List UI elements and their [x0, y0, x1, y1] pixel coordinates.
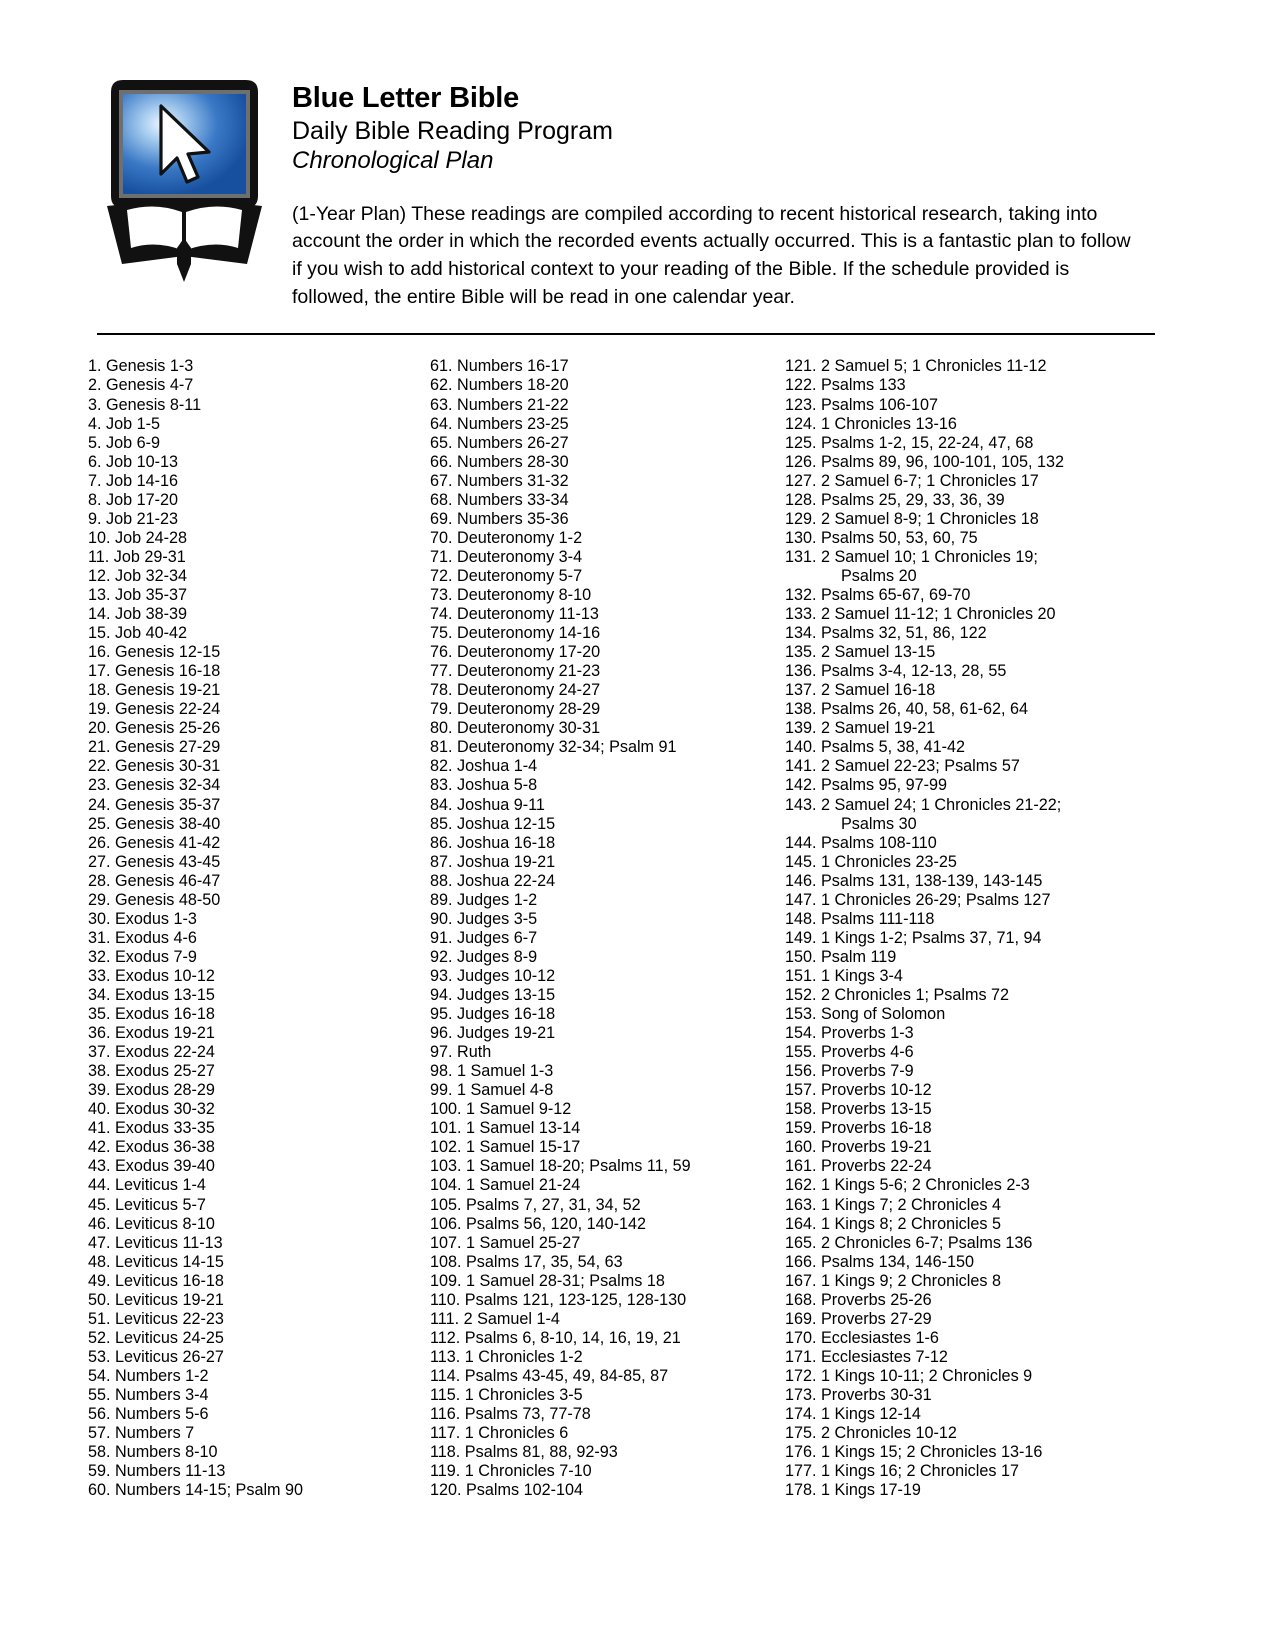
reading-entry: 41. Exodus 33-35: [88, 1119, 215, 1138]
reading-entry: 129. 2 Samuel 8-9; 1 Chronicles 18: [785, 509, 1039, 528]
page-header: [0, 0, 1275, 311]
reading-entry: 85. Joshua 12-15: [430, 814, 556, 833]
reading-entry: 120. Psalms 102-104: [430, 1481, 583, 1500]
reading-entry: 81. Deuteronomy 32-34; Psalm 91: [430, 738, 677, 757]
reading-entry: 136. Psalms 3-4, 12-13, 28, 55: [785, 662, 1007, 681]
reading-entry: 79. Deuteronomy 28-29: [430, 700, 601, 719]
reading-entry: 92. Judges 8-9: [430, 947, 538, 966]
reading-entry: 93. Judges 10-12: [430, 966, 556, 985]
reading-entry: 88. Joshua 22-24: [430, 871, 556, 890]
reading-entry-continuation: Psalms 20: [841, 566, 917, 585]
reading-entry: 82. Joshua 1-4: [430, 757, 538, 776]
reading-entry: 46. Leviticus 8-10: [88, 1214, 215, 1233]
reading-entry: 12. Job 32-34: [88, 566, 187, 585]
reading-entry: 123. Psalms 106-107: [785, 395, 938, 414]
reading-entry: 177. 1 Kings 16; 2 Chronicles 17: [785, 1462, 1019, 1481]
reading-entry: 6. Job 10-13: [88, 452, 178, 471]
reading-entry: 108. Psalms 17, 35, 54, 63: [430, 1252, 623, 1271]
reading-entry: 83. Joshua 5-8: [430, 776, 538, 795]
reading-entry: 15. Job 40-42: [88, 624, 187, 643]
reading-entry: 99. 1 Samuel 4-8: [430, 1081, 554, 1100]
reading-entry: 163. 1 Kings 7; 2 Chronicles 4: [785, 1195, 1001, 1214]
reading-entry: 170. Ecclesiastes 1-6: [785, 1328, 939, 1347]
reading-entry: 116. Psalms 73, 77-78: [430, 1405, 591, 1424]
reading-entry: 36. Exodus 19-21: [88, 1024, 215, 1043]
reading-entry: 130. Psalms 50, 53, 60, 75: [785, 528, 978, 547]
reading-entry: 147. 1 Chronicles 26-29; Psalms 127: [785, 890, 1051, 909]
reading-entry: 57. Numbers 7: [88, 1424, 195, 1443]
reading-entry: 127. 2 Samuel 6-7; 1 Chronicles 17: [785, 471, 1039, 490]
reading-entry: 173. Proverbs 30-31: [785, 1385, 932, 1404]
reading-entry: 168. Proverbs 25-26: [785, 1290, 932, 1309]
reading-entry: 101. 1 Samuel 13-14: [430, 1119, 581, 1138]
reading-entry: 156. Proverbs 7-9: [785, 1062, 914, 1081]
reading-entry: 160. Proverbs 19-21: [785, 1138, 932, 1157]
reading-entry: 2. Genesis 4-7: [88, 376, 194, 395]
reading-entry: 18. Genesis 19-21: [88, 681, 221, 700]
reading-entry: 142. Psalms 95, 97-99: [785, 776, 947, 795]
reading-entry: 98. 1 Samuel 1-3: [430, 1062, 554, 1081]
reading-entry: 50. Leviticus 19-21: [88, 1290, 224, 1309]
reading-entry: 69. Numbers 35-36: [430, 509, 569, 528]
reading-entry: 61. Numbers 16-17: [430, 357, 569, 376]
reading-entry: 1. Genesis 1-3: [88, 357, 194, 376]
reading-entry: 70. Deuteronomy 1-2: [430, 528, 583, 547]
header-text-block: [292, 72, 1155, 311]
reading-entry: 178. 1 Kings 17-19: [785, 1481, 921, 1500]
reading-column-2: [365, 357, 730, 1500]
reading-entry: 43. Exodus 39-40: [88, 1157, 215, 1176]
reading-entry: 89. Judges 1-2: [430, 890, 538, 909]
reading-entry: 157. Proverbs 10-12: [785, 1081, 932, 1100]
reading-entry: 48. Leviticus 14-15: [88, 1252, 224, 1271]
reading-entry: 165. 2 Chronicles 6-7; Psalms 136: [785, 1233, 1033, 1252]
plan-name: Chronological Plan: [292, 147, 494, 175]
reading-entry: 16. Genesis 12-15: [88, 643, 221, 662]
reading-entry: 5. Job 6-9: [88, 433, 160, 452]
reading-entry: 87. Joshua 19-21: [430, 852, 556, 871]
reading-entry: 144. Psalms 108-110: [785, 833, 937, 852]
reading-entry: 8. Job 17-20: [88, 490, 178, 509]
reading-entry: 119. 1 Chronicles 7-10: [430, 1462, 592, 1481]
reading-entry: 28. Genesis 46-47: [88, 871, 221, 890]
reading-entry: 59. Numbers 11-13: [88, 1462, 226, 1481]
reading-entry: 111. 2 Samuel 1-4: [430, 1309, 560, 1328]
reading-entry: 31. Exodus 4-6: [88, 928, 197, 947]
reading-entry: 154. Proverbs 1-3: [785, 1024, 914, 1043]
reading-entry: 143. 2 Samuel 24; 1 Chronicles 21-22;: [785, 795, 1062, 814]
reading-entry: 102. 1 Samuel 15-17: [430, 1138, 581, 1157]
reading-entry: 135. 2 Samuel 13-15: [785, 643, 936, 662]
reading-entry: 95. Judges 16-18: [430, 1005, 556, 1024]
reading-entry: 65. Numbers 26-27: [430, 433, 569, 452]
reading-entry: 9. Job 21-23: [88, 509, 178, 528]
reading-entry: 140. Psalms 5, 38, 41-42: [785, 738, 965, 757]
reading-entry: 114. Psalms 43-45, 49, 84-85, 87: [430, 1366, 669, 1385]
reading-entry: 169. Proverbs 27-29: [785, 1309, 932, 1328]
reading-entry: 55. Numbers 3-4: [88, 1385, 209, 1404]
reading-entry: 49. Leviticus 16-18: [88, 1271, 224, 1290]
reading-entry: 166. Psalms 134, 146-150: [785, 1252, 974, 1271]
reading-entry: 148. Psalms 111-118: [785, 909, 935, 928]
reading-entry: 23. Genesis 32-34: [88, 776, 221, 795]
reading-entry: 94. Judges 13-15: [430, 985, 556, 1004]
reading-entry: 27. Genesis 43-45: [88, 852, 221, 871]
reading-entry: 17. Genesis 16-18: [88, 662, 221, 681]
reading-column-3: [730, 357, 1160, 1500]
reading-entry: 84. Joshua 9-11: [430, 795, 545, 814]
reading-entry: 71. Deuteronomy 3-4: [430, 547, 583, 566]
reading-entry: 162. 1 Kings 5-6; 2 Chronicles 2-3: [785, 1176, 1030, 1195]
reading-entry: 53. Leviticus 26-27: [88, 1347, 224, 1366]
reading-entry: 74. Deuteronomy 11-13: [430, 605, 599, 624]
reading-entry: 58. Numbers 8-10: [88, 1443, 218, 1462]
reading-entry: 149. 1 Kings 1-2; Psalms 37, 71, 94: [785, 928, 1042, 947]
reading-entry: 32. Exodus 7-9: [88, 947, 197, 966]
reading-entry: 19. Genesis 22-24: [88, 700, 221, 719]
reading-entry: 117. 1 Chronicles 6: [430, 1424, 569, 1443]
reading-entry: 145. 1 Chronicles 23-25: [785, 852, 957, 871]
reading-entry: 164. 1 Kings 8; 2 Chronicles 5: [785, 1214, 1001, 1233]
reading-entry: 115. 1 Chronicles 3-5: [430, 1385, 583, 1404]
reading-entry: 20. Genesis 25-26: [88, 719, 221, 738]
reading-entry: 174. 1 Kings 12-14: [785, 1405, 921, 1424]
reading-entry: 107. 1 Samuel 25-27: [430, 1233, 581, 1252]
reading-entry: 167. 1 Kings 9; 2 Chronicles 8: [785, 1271, 1001, 1290]
reading-entry: 51. Leviticus 22-23: [88, 1309, 224, 1328]
reading-entry: 118. Psalms 81, 88, 92-93: [430, 1443, 618, 1462]
reading-entry: 78. Deuteronomy 24-27: [430, 681, 601, 700]
reading-entry: 159. Proverbs 16-18: [785, 1119, 932, 1138]
reading-entry: 38. Exodus 25-27: [88, 1062, 215, 1081]
reading-entry: 11. Job 29-31: [88, 547, 186, 566]
reading-entry: 100. 1 Samuel 9-12: [430, 1100, 572, 1119]
reading-entry: 124. 1 Chronicles 13-16: [785, 414, 957, 433]
reading-entry: 176. 1 Kings 15; 2 Chronicles 13-16: [785, 1443, 1043, 1462]
reading-entry: 62. Numbers 18-20: [430, 376, 569, 395]
reading-entry: 24. Genesis 35-37: [88, 795, 221, 814]
reading-entry: 45. Leviticus 5-7: [88, 1195, 206, 1214]
reading-entry: 3. Genesis 8-11: [88, 395, 202, 414]
reading-entry: 39. Exodus 28-29: [88, 1081, 215, 1100]
reading-entry: 131. 2 Samuel 10; 1 Chronicles 19;: [785, 547, 1038, 566]
reading-entry: 30. Exodus 1-3: [88, 909, 197, 928]
reading-entry: 153. Song of Solomon: [785, 1005, 946, 1024]
program-subtitle: Daily Bible Reading Program: [292, 117, 613, 146]
reading-entry: 152. 2 Chronicles 1; Psalms 72: [785, 985, 1010, 1004]
reading-entry: 33. Exodus 10-12: [88, 966, 215, 985]
reading-entry: 109. 1 Samuel 28-31; Psalms 18: [430, 1271, 665, 1290]
reading-column-1: [0, 357, 365, 1500]
reading-entry: 91. Judges 6-7: [430, 928, 538, 947]
reading-entry: 105. Psalms 7, 27, 31, 34, 52: [430, 1195, 641, 1214]
reading-entry: 125. Psalms 1-2, 15, 22-24, 47, 68: [785, 433, 1034, 452]
reading-entry: 172. 1 Kings 10-11; 2 Chronicles 9: [785, 1366, 1033, 1385]
reading-entry: 56. Numbers 5-6: [88, 1405, 209, 1424]
reading-entry: 77. Deuteronomy 21-23: [430, 662, 601, 681]
plan-description: (1-Year Plan) These readings are compiled according to recent historical research, taking into account the order in which the recorded events actually occurred. This is a fantastic plan to follow if you wish to add historical context to your reading of the Bible. If the schedule provided is followed, the entire Bible will be read in one calendar year.: [292, 202, 1131, 308]
blue-letter-bible-logo: [97, 78, 272, 283]
reading-entry: 34. Exodus 13-15: [88, 985, 215, 1004]
reading-entry: 26. Genesis 41-42: [88, 833, 221, 852]
reading-entry: 110. Psalms 121, 123-125, 128-130: [430, 1290, 687, 1309]
reading-entry: 171. Ecclesiastes 7-12: [785, 1347, 948, 1366]
reading-entry: 161. Proverbs 22-24: [785, 1157, 932, 1176]
reading-entry: 90. Judges 3-5: [430, 909, 538, 928]
reading-entry: 4. Job 1-5: [88, 414, 160, 433]
reading-entry: 86. Joshua 16-18: [430, 833, 556, 852]
reading-entry: 134. Psalms 32, 51, 86, 122: [785, 624, 987, 643]
reading-entry: 67. Numbers 31-32: [430, 471, 569, 490]
reading-entry: 66. Numbers 28-30: [430, 452, 569, 471]
computer-open-book-cursor-icon: [97, 78, 272, 283]
reading-entry: 137. 2 Samuel 16-18: [785, 681, 936, 700]
reading-entry: 42. Exodus 36-38: [88, 1138, 215, 1157]
reading-entry: 112. Psalms 6, 8-10, 14, 16, 19, 21: [430, 1328, 681, 1347]
reading-entry: 126. Psalms 89, 96, 100-101, 105, 132: [785, 452, 1064, 471]
reading-entry: 60. Numbers 14-15; Psalm 90: [88, 1481, 304, 1500]
reading-entry: 76. Deuteronomy 17-20: [430, 643, 601, 662]
brand-title: Blue Letter Bible: [292, 82, 520, 114]
reading-entry: 54. Numbers 1-2: [88, 1366, 209, 1385]
reading-entry: 21. Genesis 27-29: [88, 738, 221, 757]
reading-entry: 73. Deuteronomy 8-10: [430, 586, 592, 604]
reading-entry: 22. Genesis 30-31: [88, 757, 221, 776]
reading-entry: 121. 2 Samuel 5; 1 Chronicles 11-12: [785, 357, 1047, 376]
reading-entry: 138. Psalms 26, 40, 58, 61-62, 64: [785, 700, 1028, 719]
reading-entry: 113. 1 Chronicles 1-2: [430, 1347, 583, 1366]
reading-entry: 35. Exodus 16-18: [88, 1005, 215, 1024]
reading-entry: 13. Job 35-37: [88, 586, 187, 604]
reading-entry: 25. Genesis 38-40: [88, 814, 221, 833]
reading-entry: 7. Job 14-16: [88, 471, 178, 490]
reading-entry: 68. Numbers 33-34: [430, 490, 569, 509]
reading-entry: 132. Psalms 65-67, 69-70: [785, 586, 971, 604]
reading-entry: 141. 2 Samuel 22-23; Psalms 57: [785, 757, 1020, 776]
reading-entry: 44. Leviticus 1-4: [88, 1176, 206, 1195]
reading-entry: 40. Exodus 30-32: [88, 1100, 215, 1119]
reading-entry: 175. 2 Chronicles 10-12: [785, 1424, 957, 1443]
reading-entry: 64. Numbers 23-25: [430, 414, 569, 433]
reading-entry: 103. 1 Samuel 18-20; Psalms 11, 59: [430, 1157, 691, 1176]
reading-entry: 139. 2 Samuel 19-21: [785, 719, 936, 738]
reading-entry: 10. Job 24-28: [88, 528, 187, 547]
reading-entry: 150. Psalm 119: [785, 947, 897, 966]
reading-entry: 128. Psalms 25, 29, 33, 36, 39: [785, 490, 1005, 509]
reading-entry: 133. 2 Samuel 11-12; 1 Chronicles 20: [785, 605, 1056, 624]
reading-entry: 14. Job 38-39: [88, 605, 187, 624]
reading-entry: 80. Deuteronomy 30-31: [430, 719, 601, 738]
reading-entry: 151. 1 Kings 3-4: [785, 966, 903, 985]
reading-entry: 96. Judges 19-21: [430, 1024, 556, 1043]
reading-entry: 158. Proverbs 13-15: [785, 1100, 932, 1119]
reading-entry: 75. Deuteronomy 14-16: [430, 624, 601, 643]
reading-entry: 97. Ruth: [430, 1043, 492, 1062]
reading-list-columns: [0, 335, 1275, 1500]
reading-entry: 104. 1 Samuel 21-24: [430, 1176, 581, 1195]
reading-entry: 52. Leviticus 24-25: [88, 1328, 224, 1347]
reading-entry: 63. Numbers 21-22: [430, 395, 569, 414]
reading-entry: 29. Genesis 48-50: [88, 890, 221, 909]
reading-entry: 155. Proverbs 4-6: [785, 1043, 914, 1062]
reading-entry-continuation: Psalms 30: [841, 814, 917, 833]
reading-entry: 37. Exodus 22-24: [88, 1043, 215, 1062]
reading-entry: 122. Psalms 133: [785, 376, 906, 395]
reading-entry: 106. Psalms 56, 120, 140-142: [430, 1214, 646, 1233]
reading-entry: 47. Leviticus 11-13: [88, 1233, 223, 1252]
reading-entry: 146. Psalms 131, 138-139, 143-145: [785, 871, 1043, 890]
reading-entry: 72. Deuteronomy 5-7: [430, 566, 583, 585]
